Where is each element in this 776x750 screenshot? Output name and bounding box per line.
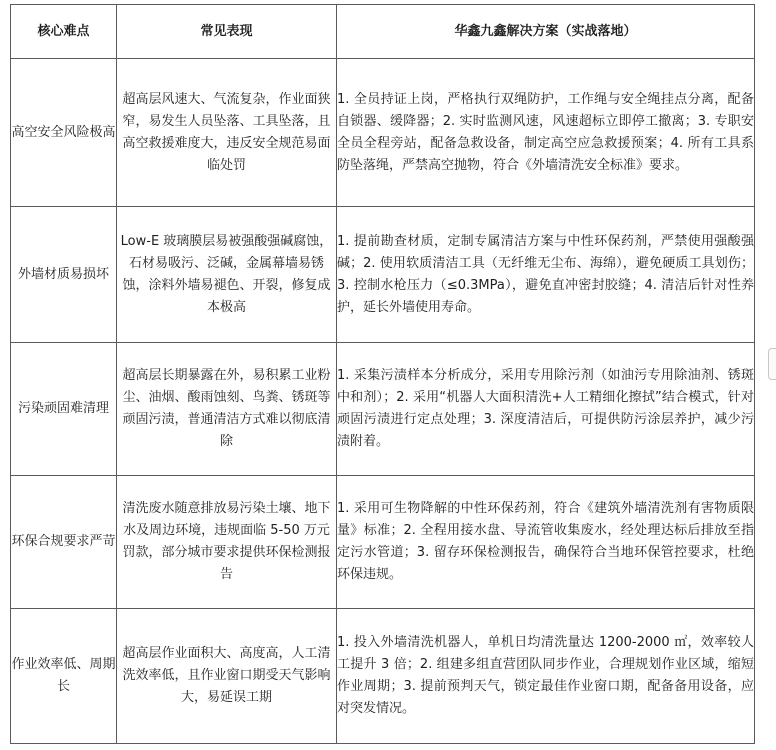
solutions-table [10, 4, 755, 744]
difficulty-cell: 环保合规要求严苛 [11, 476, 117, 609]
solution-cell: 1. 提前勘查材质，定制专属清洁方案与中性环保药剂，严禁使用强酸强碱；2. 使用软质清洁工具（无纤维无尘布、海绵），避免硬质工具划伤；3. 控制水枪压力（≤0.3MPa），避免直冲密封胶缝；4. 清洁后针对性养护，延长外墙使用寿命。 [337, 207, 755, 343]
solution-cell: 1. 采集污渍样本分析成分，采用专用除污剂（如油污专用除油剂、锈斑中和剂）；2. 采用“机器人大面积清洗+人工精细化擦拭”结合模式，针对顽固污渍进行定点处理；3. 深度清洁后，可提供防污涂层养护，减少污渍附着。 [337, 343, 755, 476]
table-row [11, 59, 755, 207]
solution-cell: 1. 投入外墙清洗机器人，单机日均清洗量达 1200-2000 ㎡，效率较人工提升 3 倍；2. 组建多组直营团队同步作业，合理规划作业区域，缩短作业周期；3. 提前预判天气，锁定最佳作业窗口期，配备备用设备，应对突发情况。 [337, 609, 755, 744]
solution-cell: 1. 采用可生物降解的中性环保药剂，符合《建筑外墙清洗剂有害物质限量》标准；2. 全程用接水盘、导流管收集废水，经处理达标后排放至指定污水管道；3. 留存环保检测报告，确保符合当地环保管控要求，杜绝环保违规。 [337, 476, 755, 609]
header-solution: 华鑫九鑫解决方案（实战落地） [337, 5, 755, 59]
table-row [11, 343, 755, 476]
table-row [11, 207, 755, 343]
table-header-row [11, 5, 755, 59]
phenomenon-cell: 超高层作业面积大、高度高，人工清洗效率低，且作业窗口期受天气影响大，易延误工期 [117, 609, 337, 744]
table-row [11, 476, 755, 609]
phenomenon-cell: Low-E 玻璃膜层易被强酸强碱腐蚀，石材易吸污、泛碱，金属幕墙易锈蚀，涂料外墙易褪色、开裂，修复成本极高 [117, 207, 337, 343]
phenomenon-cell: 超高层长期暴露在外，易积累工业粉尘、油烟、酸雨蚀刻、鸟粪、锈斑等顽固污渍，普通清洁方式难以彻底清除 [117, 343, 337, 476]
phenomenon-cell: 超高层风速大、气流复杂，作业面狭窄，易发生人员坠落、工具坠落，且高空救援难度大，违反安全规范易面临处罚 [117, 59, 337, 207]
header-phenomenon: 常见表现 [117, 5, 337, 59]
table-row [11, 609, 755, 744]
difficulty-cell: 污染顽固难清理 [11, 343, 117, 476]
phenomenon-cell: 清洗废水随意排放易污染土壤、地下水及周边环境，违规面临 5-50 万元罚款，部分城市要求提供环保检测报告 [117, 476, 337, 609]
solution-cell: 1. 全员持证上岗，严格执行双绳防护，工作绳与安全绳挂点分离，配备自锁器、缓降器；2. 实时监测风速，风速超标立即停工撤离；3. 专职安全员全程旁站，配备急救设备，制定高空应急救援预案；4. 所有工具系防坠落绳，严禁高空抛物，符合《外墙清洗安全标准》要求。 [337, 59, 755, 207]
difficulty-cell: 作业效率低、周期长 [11, 609, 117, 744]
side-panel-handle[interactable] [768, 348, 776, 380]
header-difficulty: 核心难点 [11, 5, 117, 59]
difficulty-cell: 外墙材质易损坏 [11, 207, 117, 343]
difficulty-cell: 高空安全风险极高 [11, 59, 117, 207]
